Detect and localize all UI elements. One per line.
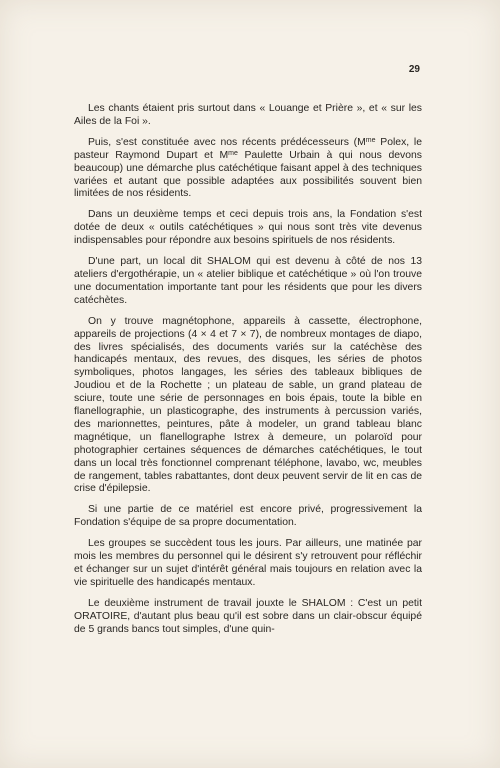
body-text (74, 103, 422, 645)
paragraph-text: Dans un deuxième temps et ceci depuis trois ans, la Fondation s'est dotée de deux « outils catéchétiques » qui nous sont très vite devenus indispensables pour répondre aux besoins spirituels de nos résidents. (74, 209, 422, 247)
paragraph-text: Si une partie de ce matériel est encore privé, progressivement la Fondation s'équipe de sa propre documentation. (74, 504, 422, 529)
superscript: me (365, 136, 376, 144)
paragraph-6 (74, 504, 422, 530)
paragraph-text: D'une part, un local dit SHALOM qui est devenu à côté de nos 13 ateliers d'ergothérapie, un « atelier biblique et catéchétique » où l'on trouve une documentation importante tant pour les résidents que pour les divers catéchètes. (74, 256, 422, 306)
paragraph-text: Puis, s'est constituée avec nos récents prédécesseurs (M (88, 136, 366, 148)
paragraph-text: Le deuxième instrument de travail jouxte le SHALOM : C'est un petit ORATOIRE, d'autant plus beau qu'il est sobre dans un clair-obscur équipé de 5 grands bancs tout simples, d'une quin- (74, 597, 422, 635)
paragraph-2 (74, 137, 422, 202)
superscript: me (228, 149, 238, 157)
page-number: 29 (408, 64, 420, 75)
paragraph-3 (74, 209, 422, 248)
paragraph-8 (74, 598, 422, 637)
paragraph-5 (74, 316, 422, 497)
paragraph-7 (74, 538, 422, 590)
paragraph-4 (74, 256, 422, 308)
paragraph-text: Polex, le pasteur Raymond Dupart et M (74, 136, 422, 161)
paragraph-text: Les groupes se succèdent tous les jours. Par ailleurs, une matinée par mois les membres du personnel qui le désirent s'y retrouvent pour réfléchir et échanger sur un sujet d'intérêt général mais toujours en relation avec la vie spirituelle des handicapés mentaux. (74, 538, 422, 588)
paragraph-1 (74, 103, 422, 129)
paragraph-text: On y trouve magnétophone, appareils à cassette, électrophone, appareils de projections (4 × 4 et 7 × 7), de nombreux montages de diapo, des livres spécialisés, des documents variés sur la catéchèse des handicapés mentaux, des revues, des disques, les séries de photos symboliques, photos langages, les séries des tableaux bibliques de Joudiou et de la Rochette ; un plateau de sable, un grand plateau de sciure, toute une série de personnages en bois épais, toute la bible en flanellographie, un plasticographe, des instruments à percussion variés, des marionnettes, peintures, pâte à modeler, un grand tableau blanc magnétique, un flanellographe Istrex à demeure, un polaroïd pour photographier certaines séquences de démarches catéchétiques, le tout dans un local très fonctionnel comprenant téléphone, lavabo, wc, meubles de rangement, tables rabattantes, dont deux peuvent servir de lit en cas de crise d'épilepsie. (74, 315, 422, 495)
paragraph-text: Paulette Urbain à qui nous devons beaucoup) une démarche plus catéchétique faisant appel à des techniques variées et autant que possible adaptées aux possibilités souvent bien limitées de nos résidents. (74, 149, 422, 200)
paragraph-text: Les chants étaient pris surtout dans « Louange et Prière », et « sur les Ailes de la Foi ». (74, 103, 422, 127)
